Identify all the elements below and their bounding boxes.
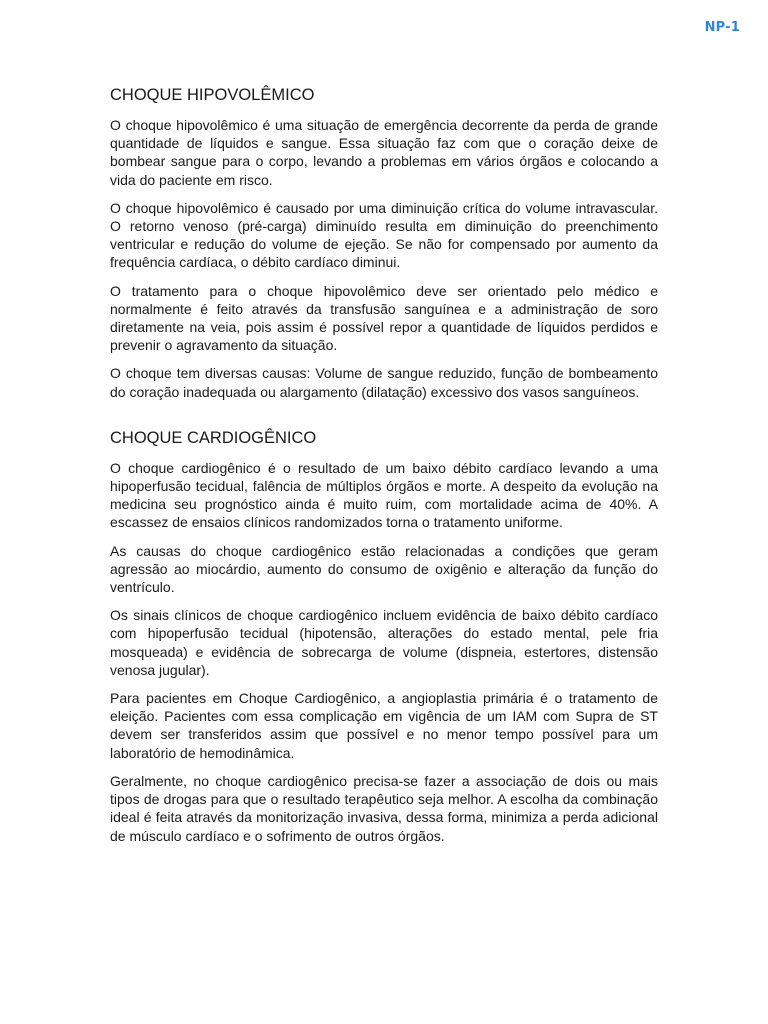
section-hypovolemic-shock (110, 84, 658, 401)
page-number-tag: NP-1 (704, 20, 740, 35)
document-body (110, 84, 658, 855)
paragraph: O choque hipovolêmico é uma situação de emergência decorrente da perda de grande quantidade de líquidos e sangue. Essa situação faz com que o coração deixe de bombear sangue para o corpo, levando a problemas em vários órgãos e colocando a vida do paciente em risco. (110, 117, 658, 188)
section-title: CHOQUE CARDIOGÊNICO (110, 428, 317, 447)
paragraph: Geralmente, no choque cardiogênico precisa-se fazer a associação de dois ou mais tipos de drogas para que o resultado terapêutico seja melhor. A escolha da combinação ideal é feita através da monitorização invasiva, dessa forma, minimiza a perda adicional de músculo cardíaco e o sofrimento de outros órgãos. (110, 772, 658, 844)
paragraph: Para pacientes em Choque Cardiogênico, a angioplastia primária é o tratamento de eleição. Pacientes com essa complicação em vigência de um IAM com Supra de ST devem ser transferidos assim que possível e no menor tempo possível para um laboratório de hemodinâmica. (110, 690, 658, 761)
paragraph: Os sinais clínicos de choque cardiogênico incluem evidência de baixo débito cardíaco com hipoperfusão tecidual (hipotensão, alterações do estado mental, pele fria mosqueada) e evidência de sobrecarga de volume (dispneia, estertores, distensão venosa jugular). (110, 607, 658, 678)
paragraph: O tratamento para o choque hipovolêmico deve ser orientado pelo médico e normalmente é feito através da transfusão sanguínea e a administração de soro diretamente na veia, pois assim é possível repor a quantidade de líquidos perdidos e prevenir o agravamento da situação. (110, 282, 658, 354)
section-cardiogenic-shock (110, 427, 658, 845)
paragraph: As causas do choque cardiogênico estão relacionadas a condições que geram agressão ao miocárdio, aumento do consumo de oxigênio e alteração da função do ventrículo. (110, 542, 658, 596)
paragraph: O choque tem diversas causas: Volume de sangue reduzido, função de bombeamento do coração inadequada ou alargamento (dilatação) excessivo dos vasos sanguíneos. (110, 365, 658, 400)
section-title: CHOQUE HIPOVOLÊMICO (110, 86, 315, 104)
paragraph: O choque cardiogênico é o resultado de um baixo débito cardíaco levando a uma hipoperfusão tecidual, falência de múltiplos órgãos e morte. A despeito da evolução na medicina seu prognóstico ainda é muito ruim, com mortalidade acima de 40%. A escassez de ensaios clínicos randomizados torna o tratamento uniforme. (110, 459, 658, 531)
paragraph: O choque hipovolêmico é causado por uma diminuição crítica do volume intravascular. O retorno venoso (pré-carga) diminuído resulta em diminuição do preenchimento ventricular e redução do volume de ejeção. Se não for compensado por aumento da frequência cardíaca, o débito cardíaco diminui. (110, 199, 658, 271)
